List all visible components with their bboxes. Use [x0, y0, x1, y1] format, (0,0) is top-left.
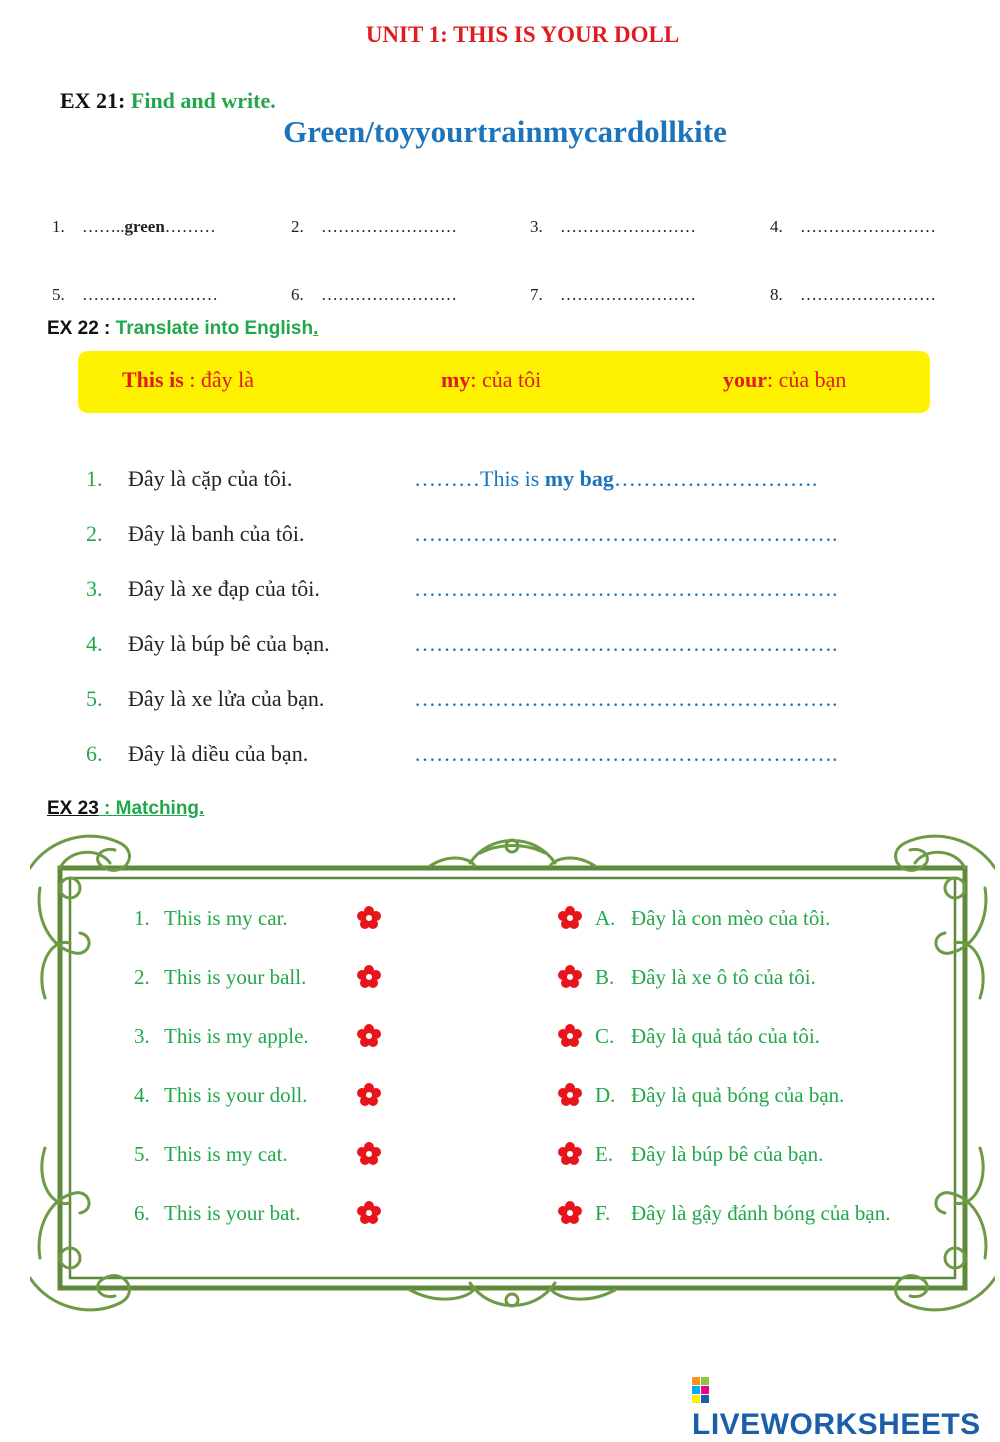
- word-puzzle: Green/toyyourtrainmycardollkite: [283, 114, 727, 149]
- hint-this-is: This is : đây là: [122, 367, 255, 392]
- logo-text: LIVEWORKSHEETS: [692, 1408, 981, 1441]
- match-left-item: 2. This is your ball.: [134, 965, 307, 989]
- decorative-frame: [30, 828, 995, 1318]
- match-dot-right[interactable]: [558, 906, 582, 930]
- liveworksheets-logo[interactable]: [692, 1374, 1000, 1442]
- match-left-item: 5. This is my cat.: [134, 1142, 288, 1166]
- match-dot-right[interactable]: [558, 965, 582, 989]
- page-title: UNIT 1: THIS IS YOUR DOLL: [365, 22, 680, 47]
- translate-answer-field[interactable]: ………………………………………………….: [414, 576, 838, 601]
- translate-row: 3. Đây là xe đạp của tôi. ………………………………………………….: [86, 576, 838, 601]
- fill-row-2: [0, 285, 1000, 315]
- ex23-label: EX 23: [47, 798, 99, 819]
- match-dot-right[interactable]: [558, 1201, 582, 1225]
- match-dot-left[interactable]: [357, 1024, 381, 1048]
- ex21-heading: [60, 88, 276, 114]
- fill-item-6[interactable]: 6. ……………………: [291, 285, 457, 304]
- ex22-label: EX 22 :: [47, 318, 111, 339]
- translate-row: 1. Đây là cặp của tôi. ………This is my bag……………………….: [86, 466, 818, 491]
- translate-row: 2. Đây là banh của tôi. ………………………………………………….: [86, 521, 838, 546]
- fill-item-3[interactable]: 3. ……………………: [530, 217, 696, 236]
- match-row: [0, 1142, 1000, 1182]
- translate-answer-field[interactable]: ………………………………………………….: [414, 686, 838, 711]
- fill-item-1[interactable]: 1. ……..green………: [52, 217, 216, 236]
- fill-row-1: [0, 217, 1000, 247]
- match-left-item: 6. This is your bat.: [134, 1201, 301, 1225]
- fill-item-8[interactable]: 8. ……………………: [770, 285, 936, 304]
- translate-answer-field[interactable]: ………………………………………………….: [414, 741, 838, 766]
- ex22-heading: EX 22 : Translate into English.: [47, 318, 319, 339]
- translate-row: 6. Đây là diều của bạn. ………………………………………………….: [86, 741, 838, 766]
- match-dot-right[interactable]: [558, 1024, 582, 1048]
- translate-row: 4. Đây là búp bê của bạn. ………………………………………………….: [86, 631, 838, 656]
- match-left-item: 3. This is my apple.: [134, 1024, 309, 1048]
- match-dot-left[interactable]: [357, 1083, 381, 1107]
- translate-answer-field[interactable]: ………This is my bag……………………….: [414, 466, 818, 491]
- match-right-item: E. Đây là búp bê của bạn.: [595, 1142, 824, 1166]
- match-dot-left[interactable]: [357, 906, 381, 930]
- match-right-item: B. Đây là xe ô tô của tôi.: [595, 965, 816, 989]
- fill-answer: green: [124, 217, 165, 236]
- ex22-instruction: Translate into English: [115, 318, 314, 339]
- match-dot-right[interactable]: [558, 1083, 582, 1107]
- match-right-item: A. Đây là con mèo của tôi.: [595, 906, 831, 930]
- match-left-item: 4. This is your doll.: [134, 1083, 308, 1107]
- match-row: [0, 1083, 1000, 1123]
- match-row: [0, 965, 1000, 1005]
- fill-item-4[interactable]: 4. ……………………: [770, 217, 936, 236]
- match-row: [0, 1024, 1000, 1064]
- logo-icon: [692, 1377, 710, 1403]
- match-row: [0, 1201, 1000, 1241]
- ex21-label: EX 21:: [60, 88, 126, 113]
- translate-row: 5. Đây là xe lửa của bạn. ………………………………………………….: [86, 686, 838, 711]
- match-right-item: C. Đây là quả táo của tôi.: [595, 1024, 820, 1048]
- vocab-hint-box: [78, 351, 930, 413]
- match-right-item: D. Đây là quả bóng của bạn.: [595, 1083, 845, 1107]
- match-dot-left[interactable]: [357, 1201, 381, 1225]
- match-dot-left[interactable]: [357, 1142, 381, 1166]
- translate-answer-field[interactable]: ………………………………………………….: [414, 521, 838, 546]
- match-left-item: 1. This is my car.: [134, 906, 288, 930]
- match-row: [0, 906, 1000, 946]
- translate-answer-field[interactable]: ………………………………………………….: [414, 631, 838, 656]
- hint-my: my: của tôi: [441, 367, 542, 392]
- fill-item-2[interactable]: 2. ……………………: [291, 217, 457, 236]
- match-dot-right[interactable]: [558, 1142, 582, 1166]
- match-dot-left[interactable]: [357, 965, 381, 989]
- fill-item-5[interactable]: 5. ……………………: [52, 285, 218, 304]
- fill-item-7[interactable]: 7. ……………………: [530, 285, 696, 304]
- hint-your: your: của bạn: [723, 367, 847, 392]
- match-right-item: F. Đây là gậy đánh bóng của bạn.: [595, 1201, 891, 1225]
- ex21-instruction: Find and write.: [130, 88, 276, 113]
- ex23-heading: [47, 798, 204, 820]
- ex23-instruction: : Matching.: [98, 798, 205, 819]
